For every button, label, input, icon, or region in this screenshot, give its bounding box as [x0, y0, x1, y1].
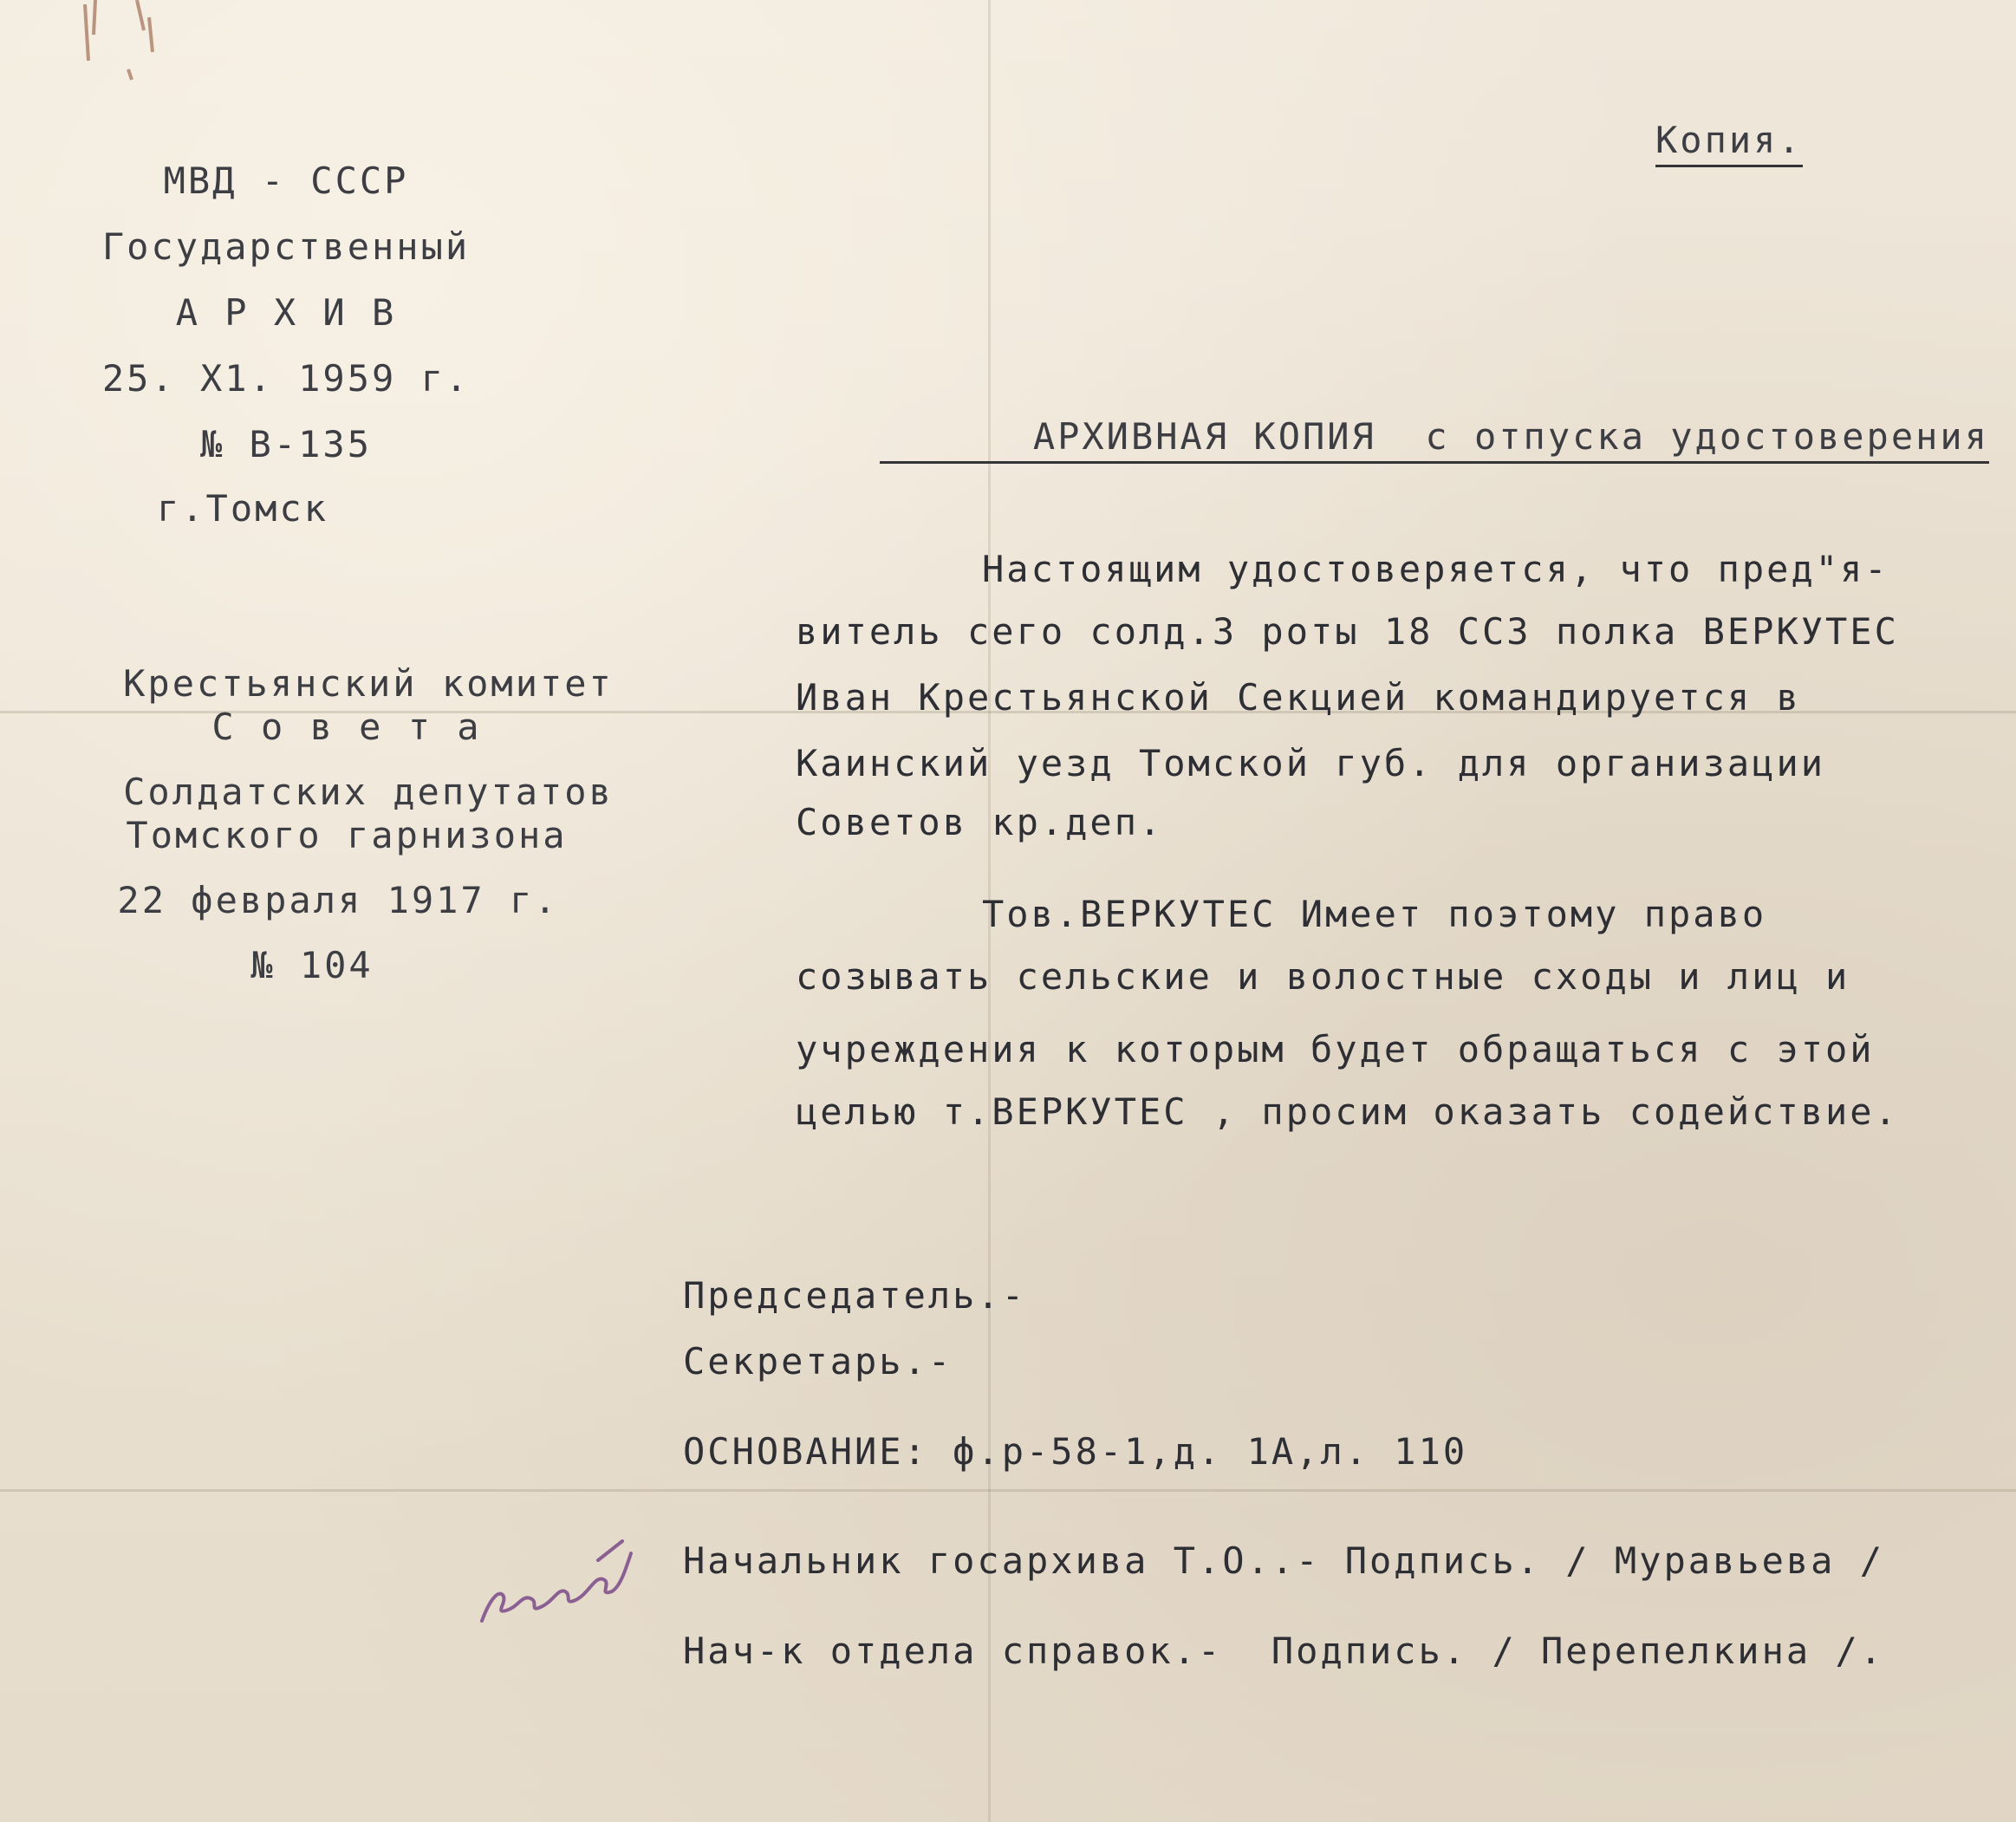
archive-city: г.Томск	[156, 487, 328, 530]
committee-name: Крестьянский комитет	[123, 662, 614, 705]
committee-council: С о в е т а	[211, 706, 482, 748]
body-line: витель сего солд.3 роты 18 ССЗ полка ВЕРКУТЕС	[796, 610, 1899, 653]
body-line: Тов.ВЕРКУТЕС Имеет поэтому право	[982, 893, 1767, 935]
chairman-line: Председатель.-	[683, 1274, 1027, 1317]
archive-state: Государственный	[101, 225, 471, 268]
body-line: Советов кр.деп.	[796, 801, 1164, 843]
body-line: Иван Крестьянской Секцией командируется в	[796, 676, 1801, 719]
archive-number: № В-135	[199, 423, 372, 465]
archive-head-line: Начальник госархива Т.О..- Подпись. / Муравьева /	[683, 1539, 1885, 1582]
department-head-line: Нач-к отдела справок.- Подпись. / Перепелкина /.	[683, 1630, 1885, 1672]
archive-title: А Р Х И В	[175, 291, 397, 334]
paper-fold-horizontal	[0, 1489, 2016, 1492]
committee-number: № 104	[250, 944, 374, 986]
copy-label: Копия.	[1655, 120, 1803, 167]
committee-date: 22 февраля 1917 г.	[117, 879, 559, 921]
body-line: целью т.ВЕРКУТЕС , просим оказать содействие.	[796, 1090, 1899, 1133]
handwritten-signature-icon	[468, 1500, 641, 1638]
body-line: Настоящим удостоверяется, что пред"я-	[982, 548, 1889, 590]
committee-garrison: Томского гарнизона	[126, 814, 568, 856]
secretary-line: Секретарь.-	[683, 1340, 953, 1383]
document-title: АРХИВНАЯ КОПИЯ с отпуска удостоверения	[880, 416, 1989, 464]
basis-line: ОСНОВАНИЕ: ф.р-58-1,д. 1А,л. 110	[683, 1430, 1468, 1473]
body-line: учреждения к которым будет обращаться с этой	[796, 1028, 1875, 1070]
body-line: Каинский уезд Томской губ. для организации	[796, 742, 1826, 784]
rust-stain-icon	[76, 0, 172, 95]
committee-deputies: Солдатских депутатов	[123, 771, 614, 813]
body-line: созывать сельские и волостные сходы и лиц и	[796, 955, 1850, 998]
archive-ministry: МВД - СССР	[163, 159, 409, 202]
archive-date: 25. Х1. 1959 г.	[101, 357, 471, 400]
